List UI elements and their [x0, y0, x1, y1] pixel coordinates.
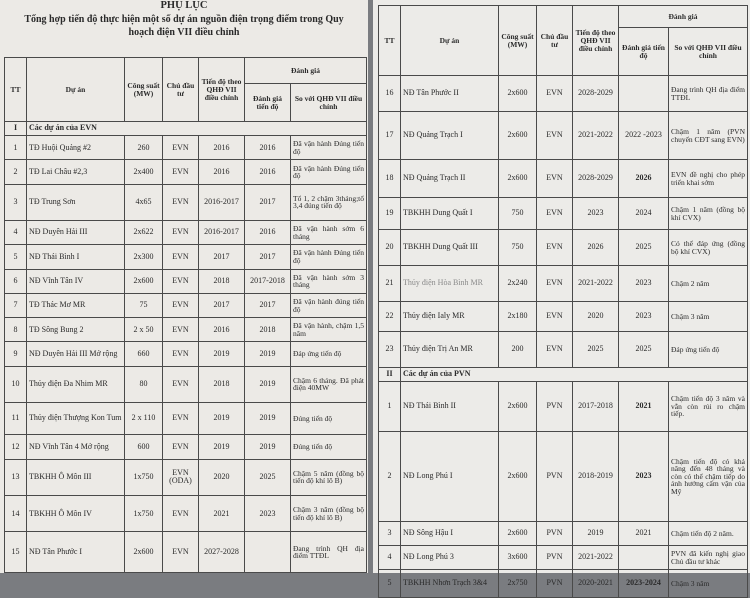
cell-tt: 5	[5, 245, 27, 269]
cell-owner: EVN	[537, 76, 573, 112]
cell-tt: 4	[379, 546, 401, 570]
cell-capacity: 2x600	[499, 160, 537, 198]
table-row	[379, 76, 748, 112]
header-project: Dự án	[401, 6, 499, 76]
cell-assessment-note: Chậm tiến độ có khả năng đến 48 tháng và còn có thể chậm tiếp do ảnh hưởng cấm vận của Mỹ	[669, 432, 748, 522]
cell-project: NĐ Thái Bình I	[27, 245, 125, 269]
cell-project: NĐ Thái Bình II	[401, 382, 499, 432]
cell-progress: 2017	[245, 293, 291, 317]
table-row	[379, 332, 748, 368]
cell-schedule: 2020	[199, 459, 245, 495]
cell-progress: 2023	[245, 496, 291, 532]
cell-owner: EVN	[537, 198, 573, 230]
table-row	[379, 230, 748, 266]
cell-capacity: 4x65	[125, 184, 163, 220]
cell-owner: EVN	[537, 112, 573, 160]
header-owner: Chủ đầu tư	[163, 58, 199, 122]
document-title: Tổng hợp tiến độ thực hiện một số dự án nguồn điện trọng điểm trong Quy hoạch điện VII điều chỉnh	[24, 14, 344, 38]
cell-assessment-note: Chậm tiến độ 3 năm và vẫn còn rủi ro chậm tiếp.	[669, 382, 748, 432]
cell-progress	[245, 532, 291, 573]
table-row	[5, 269, 367, 293]
cell-owner: EVN	[163, 269, 199, 293]
header-capacity: Công suất (MW)	[125, 58, 163, 122]
cell-tt: 22	[379, 302, 401, 332]
table-row	[5, 496, 367, 532]
cell-tt: 18	[379, 160, 401, 198]
cell-progress: 2023	[619, 266, 669, 302]
table-row	[5, 184, 367, 220]
header-assessment-vs: So với QHĐ VII điều chỉnh	[291, 84, 367, 122]
cell-owner: EVN	[163, 496, 199, 532]
header-assessment-progress: Đánh giá tiến độ	[245, 84, 291, 122]
cell-tt: 15	[5, 532, 27, 573]
cell-schedule: 2018	[199, 269, 245, 293]
cell-capacity: 260	[125, 136, 163, 160]
cell-owner: EVN	[163, 435, 199, 459]
table-row	[5, 221, 367, 245]
cell-schedule: 2027-2028	[199, 532, 245, 573]
cell-owner: PVN	[537, 570, 573, 598]
cell-tt: 14	[5, 496, 27, 532]
cell-assessment-note: Đã vận hành sớm 3 tháng	[291, 269, 367, 293]
table-row	[5, 245, 367, 269]
cell-schedule: 2026	[573, 230, 619, 266]
cell-project: NĐ Vĩnh Tân IV	[27, 269, 125, 293]
cell-assessment-note: Đáp ứng tiến độ	[291, 342, 367, 366]
cell-schedule: 2023	[573, 198, 619, 230]
cell-tt: 16	[379, 76, 401, 112]
cell-progress: 2017-2018	[245, 269, 291, 293]
cell-schedule: 2025	[573, 332, 619, 368]
cell-capacity: 200	[499, 332, 537, 368]
header-capacity: Công suất (MW)	[499, 6, 537, 76]
header-project: Dự án	[27, 58, 125, 122]
table-row	[379, 198, 748, 230]
cell-project: NĐ Long Phú 3	[401, 546, 499, 570]
cell-capacity: 660	[125, 342, 163, 366]
cell-progress: 2018	[245, 318, 291, 342]
cell-schedule: 2020	[573, 302, 619, 332]
table-row	[5, 342, 367, 366]
cell-schedule: 2016	[199, 318, 245, 342]
cell-capacity: 1x750	[125, 496, 163, 532]
cell-schedule: 2020-2021	[573, 570, 619, 598]
cell-tt: 7	[5, 293, 27, 317]
cell-project: NĐ Duyên Hải III Mở rộng	[27, 342, 125, 366]
cell-project: NĐ Quảng Trạch I	[401, 112, 499, 160]
cell-project: TBKHH Dung Quất I	[401, 198, 499, 230]
cell-project: TBKHH Ô Môn III	[27, 459, 125, 495]
cell-progress: 2019	[245, 403, 291, 435]
cell-tt: 2	[5, 160, 27, 184]
cell-project: NĐ Long Phú I	[401, 432, 499, 522]
cell-capacity: 3x600	[499, 546, 537, 570]
table-row	[379, 302, 748, 332]
cell-capacity: 80	[125, 366, 163, 402]
cell-progress: 2019	[245, 366, 291, 402]
cell-project: Thủy điện Trị An MR	[401, 332, 499, 368]
cell-schedule: 2017-2018	[573, 382, 619, 432]
cell-schedule: 2028-2029	[573, 76, 619, 112]
table-row	[379, 112, 748, 160]
cell-tt: 13	[5, 459, 27, 495]
cell-progress: 2025	[619, 332, 669, 368]
cell-progress: 2026	[619, 160, 669, 198]
cell-capacity: 750	[499, 230, 537, 266]
cell-tt: 2	[379, 432, 401, 522]
cell-tt: 12	[5, 435, 27, 459]
table-row	[5, 160, 367, 184]
cell-assessment-note: EVN đề nghị cho phép triển khai sớm	[669, 160, 748, 198]
cell-assessment-note: Đáp ứng tiến độ	[669, 332, 748, 368]
cell-capacity: 2 x 50	[125, 318, 163, 342]
header-assessment: Đánh giá	[619, 6, 748, 28]
cell-assessment-note: Đã vận hành Đúng tiến độ	[291, 160, 367, 184]
cell-capacity: 600	[125, 435, 163, 459]
cell-project: TĐ Lai Châu #2,3	[27, 160, 125, 184]
table-row	[379, 382, 748, 432]
cell-progress: 2019	[245, 342, 291, 366]
cell-progress: 2025	[619, 230, 669, 266]
cell-schedule: 2017	[199, 245, 245, 269]
cell-capacity: 1x750	[125, 459, 163, 495]
cell-progress: 2016	[245, 160, 291, 184]
table-row	[5, 293, 367, 317]
cell-owner: EVN	[163, 245, 199, 269]
cell-assessment-note: Đang trình QH địa điểm TTĐL	[669, 76, 748, 112]
cell-assessment-note: Chậm 3 năm	[669, 570, 748, 598]
cell-tt: 3	[379, 522, 401, 546]
cell-progress: 2025	[245, 459, 291, 495]
cell-progress: 2016	[245, 221, 291, 245]
table-row	[379, 160, 748, 198]
header-assessment-progress: Đánh giá tiến độ	[619, 28, 669, 76]
cell-progress: 2017	[245, 245, 291, 269]
cell-progress	[619, 546, 669, 570]
cell-tt: 4	[5, 221, 27, 245]
cell-progress: 2017	[245, 184, 291, 220]
cell-project: TĐ Huội Quảng #2	[27, 136, 125, 160]
table-row	[5, 318, 367, 342]
cell-assessment-note: Chậm 3 năm (đồng bộ tiến độ khí lô B)	[291, 496, 367, 532]
cell-assessment-note: Đã vận hành Đúng tiến độ	[291, 136, 367, 160]
header-owner: Chủ đầu tư	[537, 6, 573, 76]
cell-owner: PVN	[537, 432, 573, 522]
cell-project: TĐ Trung Sơn	[27, 184, 125, 220]
cell-assessment-note: Đúng tiến độ	[291, 435, 367, 459]
cell-schedule: 2019	[573, 522, 619, 546]
cell-schedule: 2016-2017	[199, 221, 245, 245]
cell-schedule: 2028-2029	[573, 160, 619, 198]
cell-progress: 2023	[619, 302, 669, 332]
cell-capacity: 2x600	[125, 269, 163, 293]
table-row	[5, 435, 367, 459]
table-row	[379, 522, 748, 546]
cell-owner: EVN	[537, 332, 573, 368]
cell-owner: EVN	[163, 160, 199, 184]
cell-assessment-note: Đang trình QH địa điểm TTĐL	[291, 532, 367, 573]
cell-owner: PVN	[537, 522, 573, 546]
cell-capacity: 2x600	[499, 522, 537, 546]
cell-tt: 5	[379, 570, 401, 598]
cell-schedule: 2016	[199, 136, 245, 160]
cell-capacity: 2x622	[125, 221, 163, 245]
cell-project: TĐ Thác Mơ MR	[27, 293, 125, 317]
cell-assessment-note: Đã vận hành, chậm 1,5 năm	[291, 318, 367, 342]
header-assessment-vs: So với QHĐ VII điều chỉnh	[669, 28, 748, 76]
cell-schedule: 2021-2022	[573, 266, 619, 302]
cell-progress	[619, 76, 669, 112]
table-body-left	[5, 122, 367, 573]
cell-project: Thủy điện Thượng Kon Tum	[27, 403, 125, 435]
cell-owner: EVN	[163, 136, 199, 160]
project-table-left	[4, 57, 367, 573]
cell-project: Thủy điện Hòa Bình MR	[401, 266, 499, 302]
section-number: I	[5, 122, 27, 136]
section-title: Các dự án của PVN	[401, 368, 748, 382]
header-assessment: Đánh giá	[245, 58, 367, 84]
cell-tt: 11	[5, 403, 27, 435]
cell-schedule: 2018	[199, 366, 245, 402]
section-title: Các dự án của EVN	[27, 122, 367, 136]
cell-progress: 2021	[619, 382, 669, 432]
cell-progress: 2021	[619, 522, 669, 546]
cell-schedule: 2019	[199, 403, 245, 435]
header-tt: TT	[5, 58, 27, 122]
cell-schedule: 2017	[199, 293, 245, 317]
cell-owner: EVN	[163, 366, 199, 402]
cell-project: NĐ Vĩnh Tân 4 Mở rộng	[27, 435, 125, 459]
cell-assessment-note: Đã vận hành đúng tiến độ	[291, 293, 367, 317]
cell-assessment-note: PVN đã kiến nghị giao Chủ đầu tư khác	[669, 546, 748, 570]
header-schedule: Tiến độ theo QHĐ VII điều chỉnh	[573, 6, 619, 76]
cell-capacity: 750	[499, 198, 537, 230]
header-schedule: Tiến độ theo QHĐ VII điều chỉnh	[199, 58, 245, 122]
cell-capacity: 2x240	[499, 266, 537, 302]
cell-tt: 6	[5, 269, 27, 293]
table-row	[379, 432, 748, 522]
cell-progress: 2019	[245, 435, 291, 459]
cell-project: NĐ Tân Phước I	[27, 532, 125, 573]
cell-tt: 23	[379, 332, 401, 368]
cell-assessment-note: Chậm 2 năm	[669, 266, 748, 302]
cell-capacity: 2x600	[499, 382, 537, 432]
header-tt: TT	[379, 6, 401, 76]
cell-capacity: 2x180	[499, 302, 537, 332]
table-row	[379, 546, 748, 570]
cell-schedule: 2021-2022	[573, 112, 619, 160]
cell-tt: 1	[379, 382, 401, 432]
cell-owner: EVN	[163, 318, 199, 342]
cell-capacity: 2x600	[499, 112, 537, 160]
table-row	[5, 532, 367, 573]
cell-project: TĐ Sông Bung 2	[27, 318, 125, 342]
project-table-right	[378, 5, 748, 598]
table-row	[5, 403, 367, 435]
cell-project: NĐ Sông Hậu I	[401, 522, 499, 546]
table-row	[5, 366, 367, 402]
cell-schedule: 2019	[199, 342, 245, 366]
cell-capacity: 2x600	[499, 432, 537, 522]
cell-capacity: 2x600	[499, 76, 537, 112]
appendix-label: PHỤ LỤC	[160, 0, 208, 11]
cell-tt: 8	[5, 318, 27, 342]
cell-progress: 2016	[245, 136, 291, 160]
cell-project: TBKHH Nhơn Trạch 3&4	[401, 570, 499, 598]
cell-project: NĐ Quảng Trạch II	[401, 160, 499, 198]
cell-capacity: 2x750	[499, 570, 537, 598]
cell-owner: PVN	[537, 382, 573, 432]
table-body-right	[379, 76, 748, 598]
cell-owner: EVN	[163, 293, 199, 317]
cell-capacity: 75	[125, 293, 163, 317]
cell-owner: EVN	[163, 184, 199, 220]
cell-progress: 2023	[619, 432, 669, 522]
cell-assessment-note: Có thể đáp ứng (đồng bộ khí CVX)	[669, 230, 748, 266]
cell-tt: 20	[379, 230, 401, 266]
cell-schedule: 2021	[199, 496, 245, 532]
cell-capacity: 2x300	[125, 245, 163, 269]
cell-progress: 2023-2024	[619, 570, 669, 598]
cell-assessment-note: Chậm 6 tháng. Đã phát điện 40MW	[291, 366, 367, 402]
cell-project: Thủy điện Đa Nhim MR	[27, 366, 125, 402]
cell-assessment-note: Đúng tiến độ	[291, 403, 367, 435]
cell-owner: PVN	[537, 546, 573, 570]
cell-assessment-note: Chậm 3 năm	[669, 302, 748, 332]
cell-assessment-note: Đã vận hành sớm 6 tháng	[291, 221, 367, 245]
cell-assessment-note: Tổ 1, 2 chậm 3tháng;tổ 3,4 đúng tiến độ	[291, 184, 367, 220]
cell-tt: 1	[5, 136, 27, 160]
cell-owner: EVN	[163, 403, 199, 435]
cell-progress: 2022 -2023	[619, 112, 669, 160]
section-row	[5, 122, 367, 136]
cell-owner: EVN	[163, 221, 199, 245]
cell-capacity: 2x400	[125, 160, 163, 184]
cell-tt: 9	[5, 342, 27, 366]
cell-project: NĐ Tân Phước II	[401, 76, 499, 112]
cell-schedule: 2016-2017	[199, 184, 245, 220]
cell-tt: 17	[379, 112, 401, 160]
cell-assessment-note: Đã vận hành Đúng tiến độ	[291, 245, 367, 269]
cell-schedule: 2021-2022	[573, 546, 619, 570]
cell-assessment-note: Chậm tiến độ 2 năm.	[669, 522, 748, 546]
cell-project: TBKHH Ô Môn IV	[27, 496, 125, 532]
table-row	[5, 459, 367, 495]
cell-tt: 3	[5, 184, 27, 220]
cell-schedule: 2018-2019	[573, 432, 619, 522]
cell-owner: EVN	[537, 230, 573, 266]
cell-project: TBKHH Dung Quất III	[401, 230, 499, 266]
cell-tt: 21	[379, 266, 401, 302]
table-row	[379, 570, 748, 598]
cell-assessment-note: Chậm 1 năm (đồng bộ khí CVX)	[669, 198, 748, 230]
section-number: II	[379, 368, 401, 382]
cell-assessment-note: Chậm 5 năm (đồng bộ tiến độ khí lô B)	[291, 459, 367, 495]
section-row	[379, 368, 748, 382]
cell-owner: EVN	[163, 532, 199, 573]
cell-schedule: 2019	[199, 435, 245, 459]
table-row	[5, 136, 367, 160]
cell-capacity: 2x600	[125, 532, 163, 573]
cell-assessment-note: Chậm 1 năm (PVN chuyển CĐT sang EVN)	[669, 112, 748, 160]
cell-owner: EVN (ODA)	[163, 459, 199, 495]
table-row	[379, 266, 748, 302]
cell-owner: EVN	[537, 266, 573, 302]
cell-progress: 2024	[619, 198, 669, 230]
cell-capacity: 2 x 110	[125, 403, 163, 435]
cell-project: Thủy điện Ialy MR	[401, 302, 499, 332]
cell-project: NĐ Duyên Hải III	[27, 221, 125, 245]
cell-tt: 10	[5, 366, 27, 402]
cell-owner: EVN	[163, 342, 199, 366]
cell-schedule: 2016	[199, 160, 245, 184]
cell-owner: EVN	[537, 302, 573, 332]
cell-tt: 19	[379, 198, 401, 230]
cell-owner: EVN	[537, 160, 573, 198]
